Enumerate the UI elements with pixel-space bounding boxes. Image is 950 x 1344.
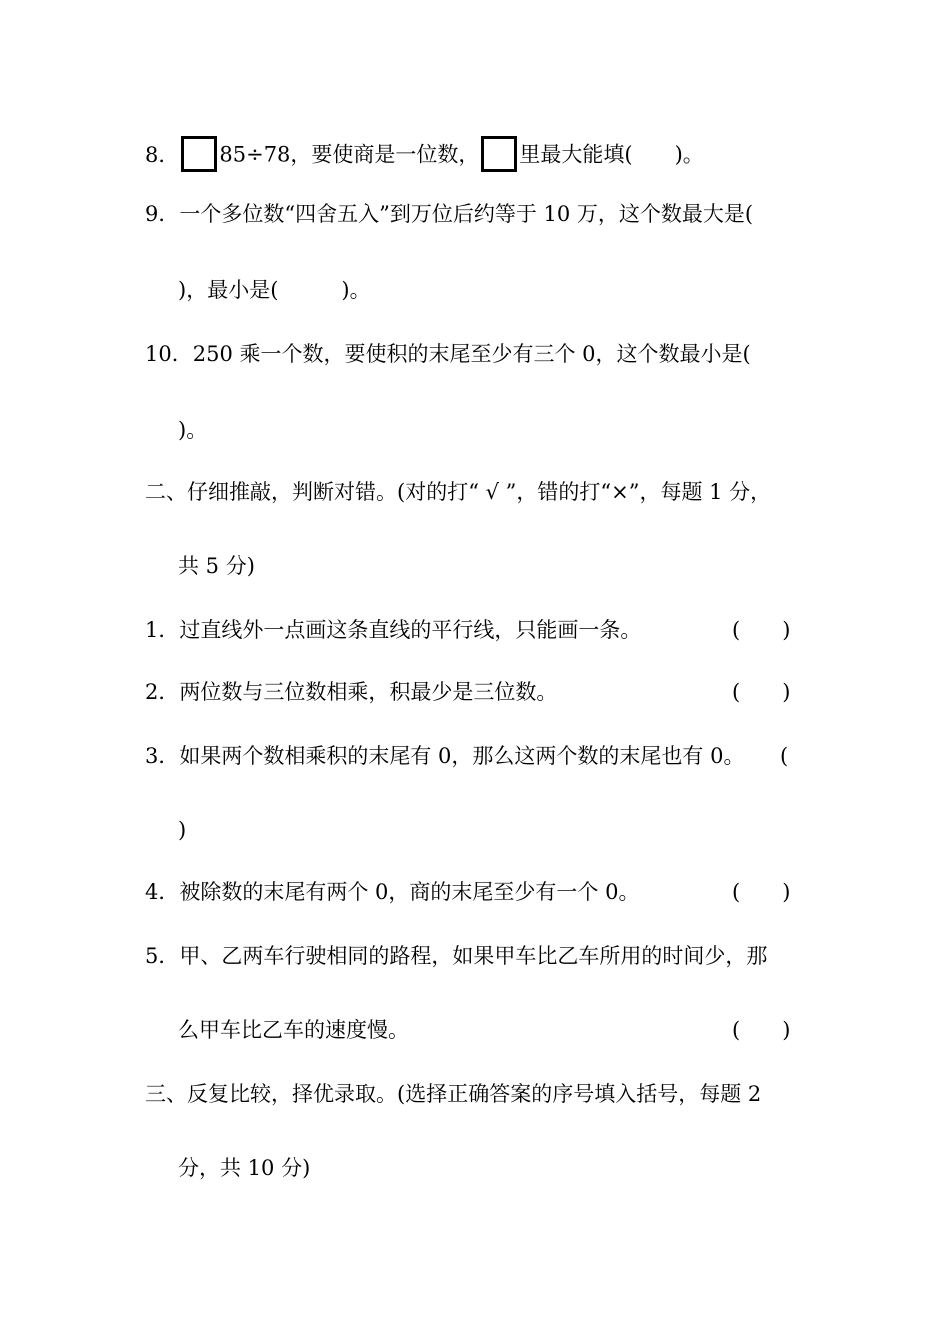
judge-item <box>145 942 767 970</box>
question-9 <box>145 200 753 228</box>
question-number: 5． <box>145 944 180 968</box>
question-text: 250 乘一个数，要使积的末尾至少有三个 0，这个数最小是( <box>192 342 751 366</box>
judge-item <box>145 878 639 906</box>
question-text: 被除数的末尾有两个 0，商的末尾至少有一个 0。 <box>179 880 640 904</box>
answer-parentheses-cont: ) <box>178 818 187 842</box>
answer-parentheses[interactable]: ( <box>780 744 789 768</box>
answer-parentheses[interactable]: ( ) <box>732 880 791 904</box>
question-number: 4． <box>145 880 180 904</box>
question-10-cont: )。 <box>178 418 208 442</box>
question-10 <box>145 340 751 368</box>
question-text: 过直线外一点画这条直线的平行线，只能画一条。 <box>179 618 642 642</box>
section-heading: 三、反复比较，择优录取。(选择正确答案的序号填入括号，每题 2 <box>145 1082 762 1106</box>
section-heading: 二、仔细推敲，判断对错。(对的打“ √ ”，错的打“×”，每题 1 分， <box>145 480 772 504</box>
question-text: 一个多位数“四舍五入”到万位后约等于 10 万，这个数最大是( <box>179 202 754 226</box>
question-8 <box>145 138 704 174</box>
question-number: 10． <box>145 342 193 366</box>
question-text: 两位数与三位数相乘，积最少是三位数。 <box>179 680 558 704</box>
section-heading-cont: 共 5 分) <box>178 554 255 578</box>
question-9-cont: )，最小是( )。 <box>178 278 371 302</box>
question-number: 1． <box>145 618 180 642</box>
answer-box[interactable] <box>181 136 217 172</box>
question-text: 如果两个数相乘积的末尾有 0，那么这两个数的末尾也有 0。 <box>179 744 745 768</box>
question-text: 85÷78，要使商是一位数， <box>219 142 480 167</box>
judge-item <box>145 742 744 770</box>
question-text: 里最大能填( )。 <box>519 142 704 167</box>
answer-box[interactable] <box>481 136 517 172</box>
section-heading-cont: 分，共 10 分) <box>178 1156 311 1180</box>
question-number: 2． <box>145 680 180 704</box>
question-number: 8． <box>145 142 180 167</box>
answer-parentheses[interactable]: ( ) <box>732 680 791 704</box>
question-text: 甲、乙两车行驶相同的路程，如果甲车比乙车所用的时间少，那 <box>179 944 768 968</box>
judge-item <box>145 616 641 644</box>
judge-item <box>145 678 557 706</box>
answer-parentheses[interactable]: ( ) <box>732 618 791 642</box>
question-number: 9． <box>145 202 180 226</box>
question-number: 3． <box>145 744 180 768</box>
question-text-cont: 么甲车比乙车的速度慢。 <box>178 1018 409 1042</box>
answer-parentheses[interactable]: ( ) <box>732 1018 791 1042</box>
